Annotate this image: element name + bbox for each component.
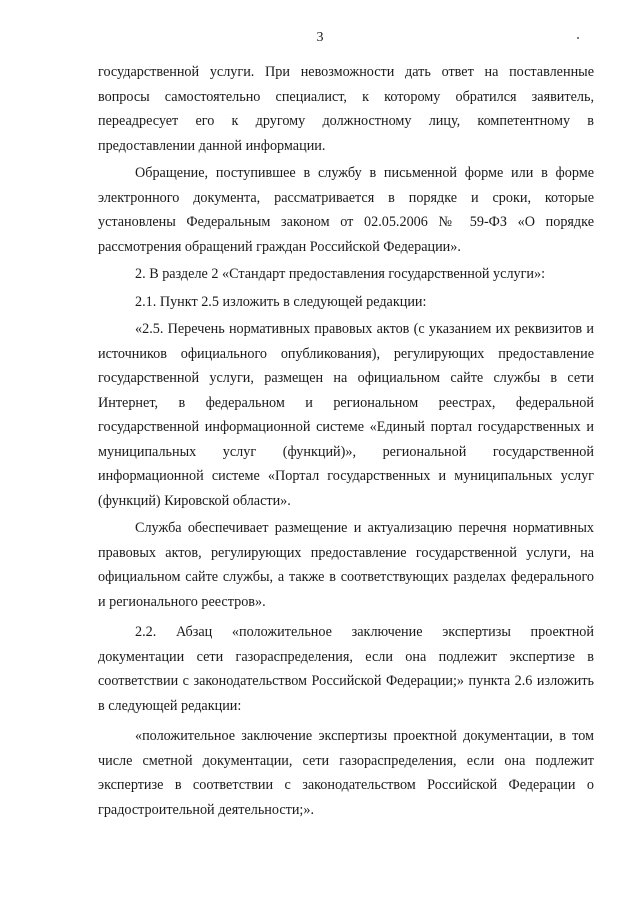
paragraph-service-obligation: Служба обеспечивает размещение и актуализацию перечня нормативных правовых актов, регулирующих предоставление государственной услуги, на официальном сайте службы, а также в соответствующих разделах федерального и регионального реестров». <box>98 520 594 610</box>
paragraph-new-wording: «положительное заключение экспертизы проектной документации, в том числе сметной документации, сети газораспределения, если она подлежит экспертизе в соответствии с законодательством Российской Федерации о градостроительной деятельности;». <box>98 728 594 818</box>
paragraph-continuation: государственной услуги. При невозможности дать ответ на поставленные вопросы самостоятельно специалист, к которому обратился заявитель, переадресует его к другому должностному лицу, компетентному в предоставлении данной информации. <box>98 64 594 154</box>
page-number: 3 <box>316 30 324 45</box>
paragraph-item-2-2: 2.2. Абзац «положительное заключение экспертизы проектной документации сети газораспределения, если она подлежит экспертизе в соответствии с законодательством Российской Федерации;» пункта 2.6 изложить в следующей редакции: <box>98 624 594 714</box>
document-body <box>98 60 594 822</box>
paragraph-item-2-5-quote: «2.5. Перечень нормативных правовых актов (с указанием их реквизитов и источников официального опубликования), регулирующих предоставление государственной услуги, размещен на официальном сайте службы в сети Интернет, в федеральном и региональном реестрах, федеральной государственной информационной системе «Единый портал государственных и муниципальных услуг (функций)», региональной государственной информационной системе «Портал государственных и муниципальных услуг (функций) Кировской области». <box>98 321 594 509</box>
scan-speck <box>577 37 579 39</box>
paragraph-section-2: 2. В разделе 2 «Стандарт предоставления государственной услуги»: <box>135 266 546 282</box>
paragraph-item-2-1: 2.1. Пункт 2.5 изложить в следующей редакции: <box>135 293 427 310</box>
paragraph-appeal-review: Обращение, поступившее в службу в письменной форме или в форме электронного документа, рассматривается в порядке и сроки, которые установлены Федеральным законом от 02.05.2006 № 59-ФЗ «О порядке рассмотрения обращений граждан Российской Федерации». <box>98 165 594 255</box>
